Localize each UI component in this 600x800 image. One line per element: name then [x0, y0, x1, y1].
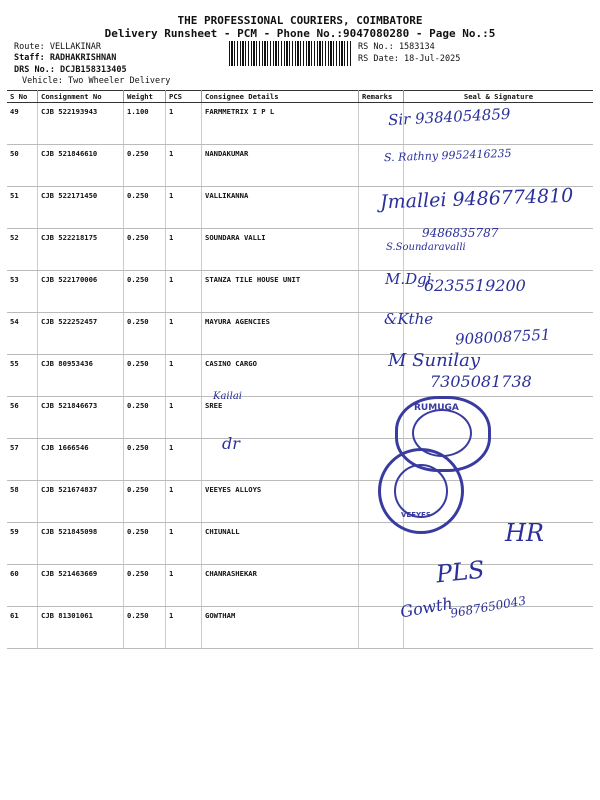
consignee-cell: MAYURA AGENCIES [202, 313, 359, 355]
handwriting-row-49: Sir 9384054859 [387, 104, 511, 130]
weight-cell: 0.250 [124, 313, 166, 355]
handwriting-row-53-sig: M.Dgi [385, 270, 432, 288]
consignment-cell: CJB 522171450 [38, 187, 124, 229]
sno-cell: 58 [7, 481, 38, 523]
consignment-cell: CJB 522252457 [38, 313, 124, 355]
document-title: THE PROFESSIONAL COURIERS, COIMBATORE [177, 14, 423, 27]
handwriting-row-60: PLS [434, 555, 486, 589]
pcs-cell: 1 [166, 481, 202, 523]
handwriting-row-61-phone: 9687650043 [449, 593, 527, 621]
handwriting-row-55-phone1: 9080087551 [454, 325, 551, 349]
handwriting-row-56: Kailai [213, 391, 242, 402]
weight-cell: 0.250 [124, 271, 166, 313]
pcs-cell: 1 [166, 397, 202, 439]
consignee-cell: FARMMETRIX I P L [202, 103, 359, 145]
document-subtitle: Delivery Runsheet - PCM - Phone No.:9047080280 - Page No.:5 [104, 27, 496, 40]
consignment-cell: CJB 522170006 [38, 271, 124, 313]
weight-cell: 0.250 [124, 523, 166, 565]
seal-upper-text: RUMUGA [414, 403, 459, 413]
sno-cell: 51 [7, 187, 38, 229]
sno-cell: 56 [7, 397, 38, 439]
seal-lower-text: VEEYES [401, 511, 431, 519]
consignee-cell: CHIUNALL [202, 523, 359, 565]
handwriting-row-57: dr [222, 434, 240, 453]
pcs-cell: 1 [166, 439, 202, 481]
consignment-cell: CJB 521845098 [38, 523, 124, 565]
handwriting-row-61-sig: Gowth [398, 593, 455, 622]
remarks-cell [359, 523, 404, 565]
sno-cell: 59 [7, 523, 38, 565]
sno-cell: 57 [7, 439, 38, 481]
rs-date-label: RS Date: 18-Jul-2025 [358, 54, 461, 64]
rs-no-label: RS No.: 1583134 [358, 42, 435, 52]
handwriting-row-52-name: S.Soundaravalli [386, 242, 466, 253]
consignee-cell: GOWTHAM [202, 607, 359, 649]
handwriting-row-52-phone: 9486835787 [422, 226, 499, 240]
pcs-cell: 1 [166, 271, 202, 313]
consignment-cell: CJB 521674837 [38, 481, 124, 523]
consignee-cell: VALLIKANNA [202, 187, 359, 229]
weight-cell: 0.250 [124, 145, 166, 187]
consignee-cell: CASINO CARGO [202, 355, 359, 397]
sno-cell: 54 [7, 313, 38, 355]
weight-cell: 0.250 [124, 355, 166, 397]
col-header-remarks: Remarks [359, 91, 404, 103]
sno-cell: 53 [7, 271, 38, 313]
col-header-pcs: PCS [166, 91, 202, 103]
pcs-cell: 1 [166, 565, 202, 607]
consignee-cell: SREE [202, 397, 359, 439]
col-header-signature: Seal & Signature [404, 91, 594, 103]
table-row [7, 607, 593, 649]
consignment-cell: CJB 521846610 [38, 145, 124, 187]
handwriting-row-55-phone2: 7305081738 [430, 372, 532, 391]
sno-cell: 52 [7, 229, 38, 271]
route-label: Route: VELLAKINAR [14, 42, 101, 52]
pcs-cell: 1 [166, 355, 202, 397]
consignment-cell: CJB 521846673 [38, 397, 124, 439]
vehicle-label: Vehicle: Two Wheeler Delivery [22, 76, 171, 86]
consignee-cell: NANDAKUMAR [202, 145, 359, 187]
sno-cell: 49 [7, 103, 38, 145]
weight-cell: 0.250 [124, 187, 166, 229]
remarks-cell [359, 565, 404, 607]
company-seal-lower [378, 448, 464, 534]
weight-cell: 0.250 [124, 481, 166, 523]
sno-cell: 60 [7, 565, 38, 607]
weight-cell: 0.250 [124, 397, 166, 439]
consignee-cell: CHANRASHEKAR [202, 565, 359, 607]
weight-cell: 0.250 [124, 229, 166, 271]
handwriting-row-59: HR [505, 519, 544, 547]
sno-cell: 50 [7, 145, 38, 187]
pcs-cell: 1 [166, 103, 202, 145]
col-header-sno: S No [7, 91, 38, 103]
staff-label: Staff: RADHAKRISHNAN [14, 53, 117, 63]
consignee-cell: VEEYES ALLOYS [202, 481, 359, 523]
col-header-consignment: Consignment No [38, 91, 124, 103]
pcs-cell: 1 [166, 229, 202, 271]
weight-cell: 1.100 [124, 103, 166, 145]
handwriting-row-50: S. Rathny 9952416235 [383, 146, 512, 165]
table-row [7, 397, 593, 439]
consignee-cell: SOUNDARA VALLI [202, 229, 359, 271]
consignment-cell: CJB 1666546 [38, 439, 124, 481]
weight-cell: 0.250 [124, 565, 166, 607]
drs-label: DRS No.: DCJB158313405 [14, 65, 127, 75]
table-row [7, 439, 593, 481]
consignment-cell: CJB 521463669 [38, 565, 124, 607]
sno-cell: 55 [7, 355, 38, 397]
pcs-cell: 1 [166, 187, 202, 229]
handwriting-row-55-sig: M Sunilay [388, 350, 481, 371]
consignee-cell: STANZA TILE HOUSE UNIT [202, 271, 359, 313]
table-header-row [7, 91, 593, 103]
col-header-consignee: Consignee Details [202, 91, 359, 103]
pcs-cell: 1 [166, 145, 202, 187]
pcs-cell: 1 [166, 313, 202, 355]
handwriting-row-51: Jmallei 9486774810 [379, 184, 574, 214]
handwriting-row-53-phone: 6235519200 [424, 276, 526, 295]
consignment-cell: CJB 81301061 [38, 607, 124, 649]
col-header-weight: Weight [124, 91, 166, 103]
handwriting-row-54: &Kthe [384, 310, 434, 328]
pcs-cell: 1 [166, 523, 202, 565]
sno-cell: 61 [7, 607, 38, 649]
pcs-cell: 1 [166, 607, 202, 649]
barcode [229, 41, 352, 66]
weight-cell: 0.250 [124, 607, 166, 649]
table-row [7, 229, 593, 271]
remarks-cell [359, 607, 404, 649]
runsheet-table [7, 90, 593, 649]
table-row [7, 481, 593, 523]
weight-cell: 0.250 [124, 439, 166, 481]
consignment-cell: CJB 522193943 [38, 103, 124, 145]
consignment-cell: CJB 80953436 [38, 355, 124, 397]
consignment-cell: CJB 522218175 [38, 229, 124, 271]
